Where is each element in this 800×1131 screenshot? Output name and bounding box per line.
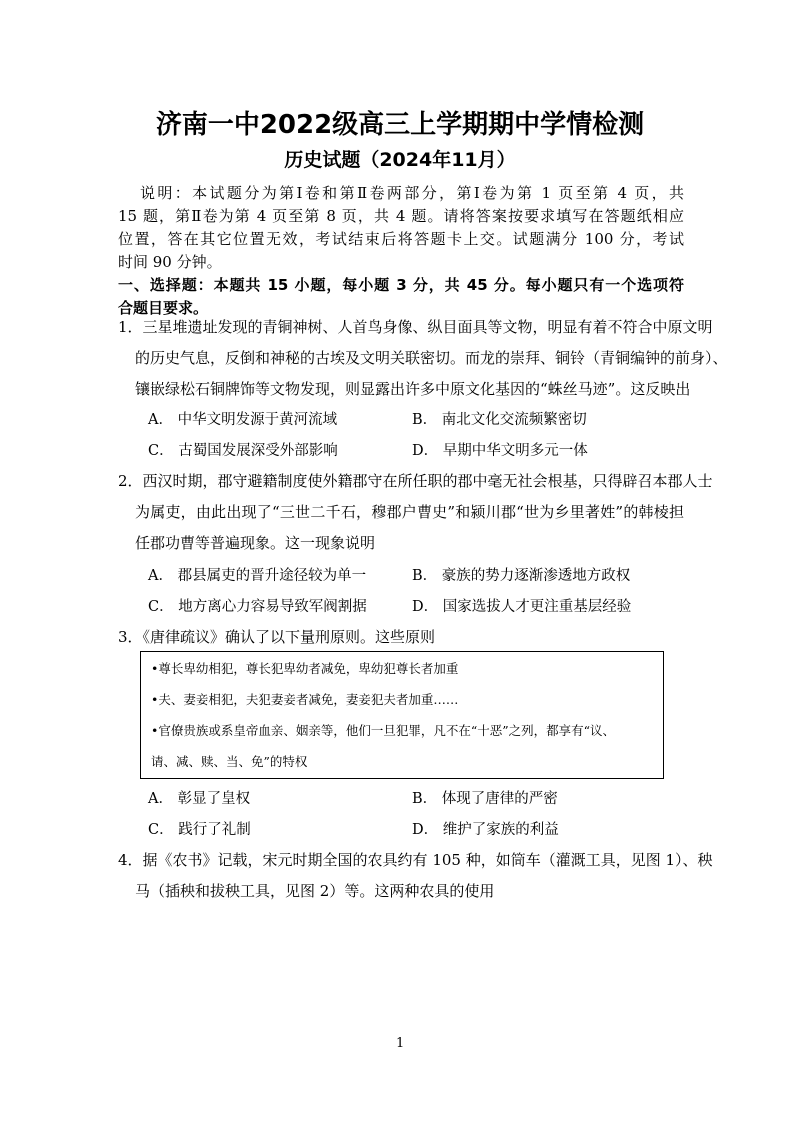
option-c: C． 践行了礼制 <box>148 822 251 838</box>
option-b: B． 体现了唐律的严密 <box>412 791 558 807</box>
instructions-line: 15 题，第Ⅱ卷为第 4 页至第 8 页，共 4 题。请将答案按要求填写在答题纸相应 <box>118 207 684 225</box>
section-heading: 合题目要求。 <box>118 299 209 317</box>
quote-line: •官僚贵族或系皇帝血亲、姻亲等，他们一旦犯罪，凡不在“十恶”之列，都享有“议、 <box>151 723 616 738</box>
question-1-line: 的历史气息，反倒和神秘的古埃及文明关联密切。而龙的崇拜、铜铃（青铜编钟的前身）、 <box>135 349 728 367</box>
option-a: A． 彰显了皇权 <box>148 791 251 807</box>
section-heading: 一、选择题：本题共 15 小题，每小题 3 分，共 45 分。每小题只有一个选项符 <box>118 276 684 294</box>
page-subtitle: 历史试题（2024年11月） <box>284 149 516 171</box>
option-c: C． 古蜀国发展深受外部影响 <box>148 443 338 459</box>
option-a: A． 中华文明发源于黄河流域 <box>148 412 338 428</box>
instructions-line: 说明：本试题分为第Ⅰ卷和第Ⅱ卷两部分，第Ⅰ卷为第 1 页至第 4 页，共 <box>140 184 684 202</box>
quote-line: •尊长卑幼相犯，尊长犯卑幼者减免，卑幼犯尊长者加重 <box>151 661 459 676</box>
question-2-line: 2．西汉时期，郡守避籍制度使外籍郡守在所任职的郡中毫无社会根基，只得辟召本郡人士 <box>118 472 713 490</box>
option-b: B． 南北文化交流频繁密切 <box>412 412 587 428</box>
question-2-line: 为属吏，由此出现了“三世二千石，穆郡户曹史”和颍川郡“世为乡里著姓”的韩棱担 <box>135 503 684 521</box>
option-c: C． 地方离心力容易导致军阀割据 <box>148 599 367 615</box>
option-d: D． 早期中华文明多元一体 <box>412 443 588 459</box>
question-1-line: 镶嵌绿松石铜牌饰等文物发现，则显露出许多中原文化基因的“蛛丝马迹”。这反映出 <box>135 380 691 398</box>
quote-box <box>140 651 664 779</box>
option-d: D． 国家选拔人才更注重基层经验 <box>412 599 632 615</box>
instructions-line: 位置，答在其它位置无效，考试结束后将答题卡上交。试题满分 100 分，考试 <box>118 230 684 248</box>
page-title: 济南一中2022级高三上学期期中学情检测 <box>155 110 645 140</box>
option-a: A． 郡县属吏的晋升途径较为单一 <box>148 568 367 584</box>
option-d: D． 维护了家族的利益 <box>412 822 559 838</box>
instructions-line: 时间 90 分钟。 <box>118 253 222 271</box>
question-4-line: 马（插秧和拔秧工具，见图 2）等。这两种农具的使用 <box>135 882 495 900</box>
question-3-line: 3．《唐律疏议》确认了以下量刑原则。这些原则 <box>118 628 436 646</box>
quote-line: 请、减、赎、当、免”的特权 <box>151 754 308 769</box>
question-2-line: 任郡功曹等普遍现象。这一现象说明 <box>135 534 376 552</box>
question-1-line: 1．三星堆遗址发现的青铜神树、人首鸟身像、纵目面具等文物，明显有着不符合中原文明 <box>118 318 713 336</box>
question-4-line: 4．据《农书》记载，宋元时期全国的农具约有 105 种，如筒车（灌溉工具，见图 1）、秧 <box>118 851 713 869</box>
option-b: B． 豪族的势力逐渐渗透地方政权 <box>412 568 631 584</box>
quote-line: •夫、妻妾相犯，夫犯妻妾者减免，妻妾犯夫者加重…… <box>151 692 459 707</box>
page-number: 1 <box>396 1036 405 1051</box>
